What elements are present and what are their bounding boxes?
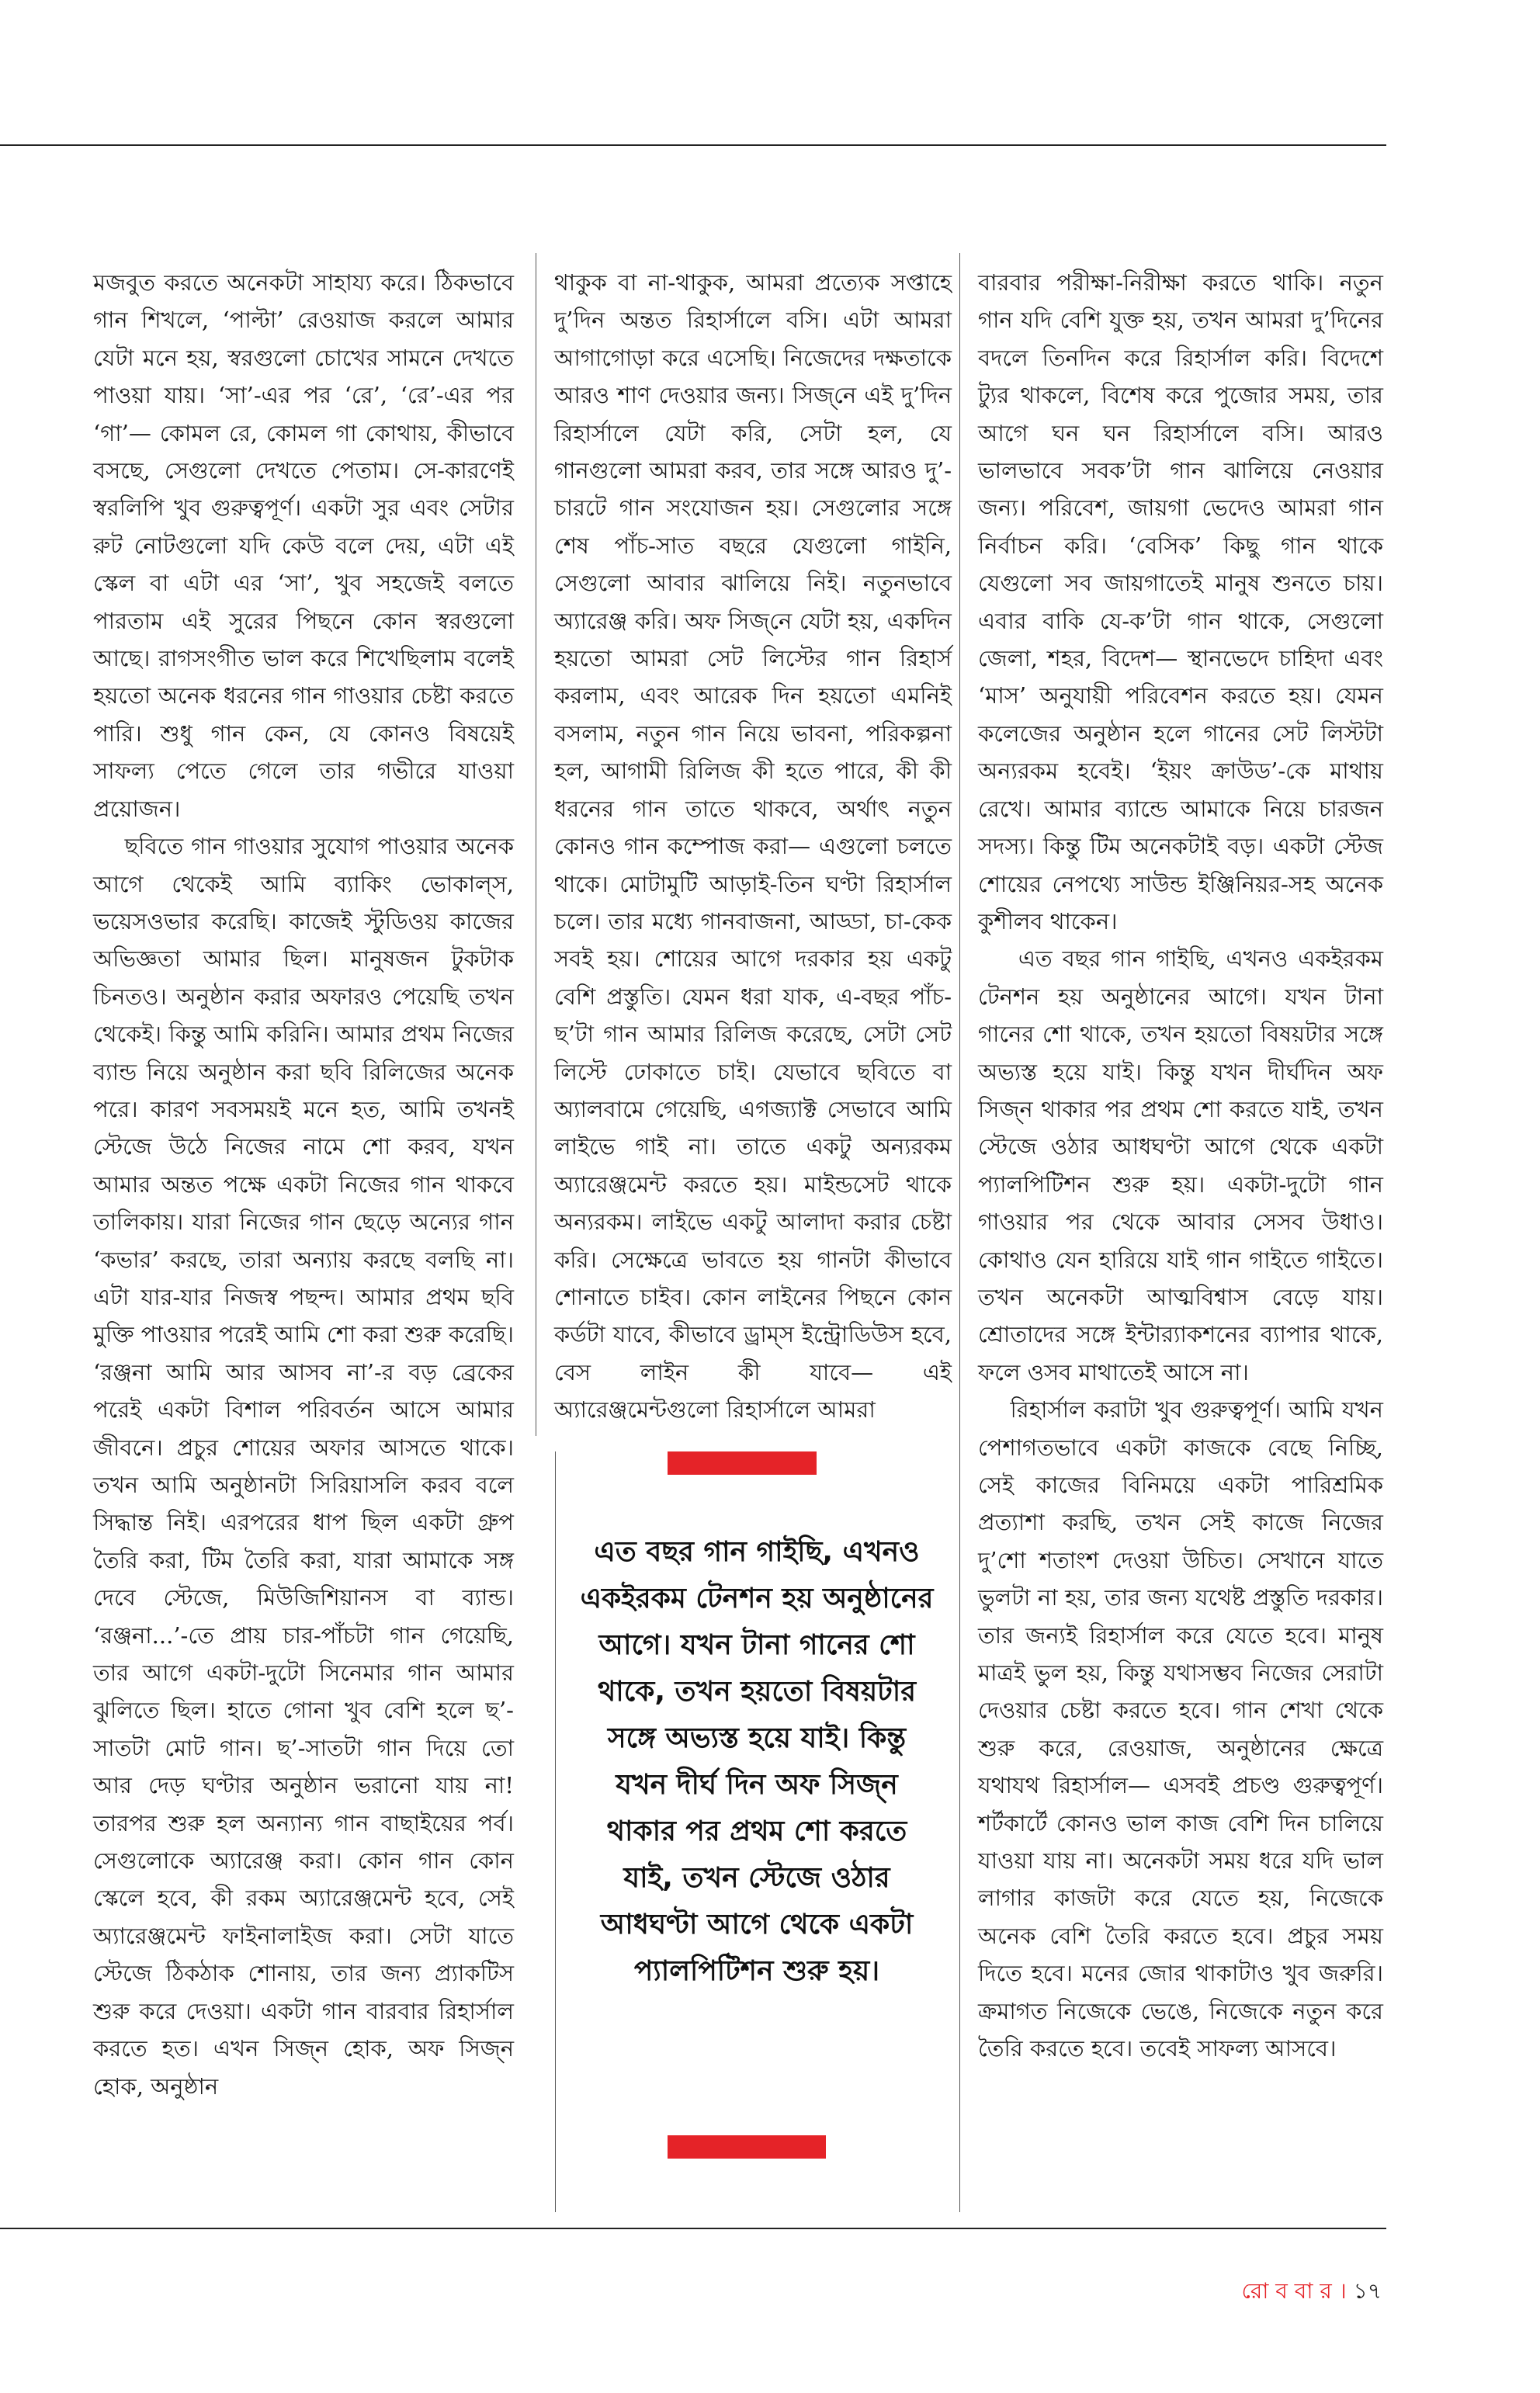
article-column-1: মজবুত করতে অনেকটা সাহায্য করে। ঠিকভাবে গান শিখলে, ‘পাল্টা’ রেওয়াজ করলে আমার যেটা মনে হয়, স্বরগুলো চোখের সামনে দেখতে পাওয়া যায়। ‘সা’-এর পর ‘রে’, ‘রে’-এর পর ‘গা’— কোমল রে, কোমল গা কোথায়, কীভাবে বসছে, সেগুলো দেখতে পেতাম। সে-কারণেই স্বরলিপি খুব গুরুত্বপূর্ণ। একটা সুর এবং সেটার রুট নোটগুলো যদি কেউ বলে দেয়, এটা এই স্কেল বা এটা এর ‘সা’, খুব সহজেই বলতে পারতাম এই সুরের পিছনে কোন স্বরগুলো আছে। রাগসংগীত ভাল করে শিখেছিলাম বলেই হয়তো অনেক ধরনের গান গাওয়ার চেষ্টা করতে পারি। শুধু গান কেন, যে কোনও বিষয়েই সাফল্য পেতে গেলে তার গভীরে যাওয়া প্রয়োজন। ছবিতে গান গাওয়ার সুযোগ পাওয়ার অনেক আগে থেকেই আমি ব্যাকিং ভোকাল্‌স, ভয়েসওভার করেছি। কাজেই স্টুডিওয় কাজের অভিজ্ঞতা আমার ছিল। মানুষজন টুকটাক চিনতও। অনুষ্ঠান করার অফারও পেয়েছি তখন থেকেই। কিন্তু আমি করিনি। আমার প্রথম নিজের ব্যান্ড নিয়ে অনুষ্ঠান করা ছবি রিলিজের অনেক পরে। কারণ সবসময়ই মনে হত, আমি তখনই স্টেজে উঠে নিজের নামে শো করব, যখন আমার অন্তত পক্ষে একটা নিজের গান থাকবে তালিকায়। যারা নিজের গান ছেড়ে অন্যের গান ‘কভার’ করছে, তারা অন্যায় করছে বলছি না। এটা যার-যার নিজস্ব পছন্দ। আমার প্রথম ছবি মুক্তি পাওয়ার পরেই আমি শো করা শুরু করেছি। ‘রঞ্জনা আমি আর আসব না’-র বড় ব্রেকের পরেই একটা বিশাল পরিবর্তন আসে আমার জীবনে। প্রচুর শোয়ের অফার আসতে থাকে। তখন আমি অনুষ্ঠানটা সিরিয়াসলি করব বলে সিদ্ধান্ত নিই। এরপরের ধাপ ছিল একটা গ্রুপ তৈরি করা, টিম তৈরি করা, যারা আমাকে সঙ্গ দেবে স্টেজে, মিউজিশিয়ানস বা ব্যান্ড। ‘রঞ্জনা...’-তে প্রায় চার-পাঁচটা গান গেয়েছি, তার আগে একটা-দুটো সিনেমার গান আমার ঝুলিতে ছিল। হাতে গোনা খুব বেশি হলে ছ’-সাতটা মোট গান। ছ’-সাতটা গান দিয়ে তো আর দেড় ঘণ্টার অনুষ্ঠান ভরানো যায় না! তারপর শুরু হল অন্যান্য গান বাছাইয়ের পর্ব। সেগুলোকে অ্যারেঞ্জ করা। কোন গান কোন স্কেলে হবে, কী রকম অ্যারেঞ্জমেন্ট হবে, সেই অ্যারেঞ্জমেন্ট ফাইনালাইজ করা। সেটা যাতে স্টেজে ঠিকঠাক শোনায়, তার জন্য প্র্যাকটিস শুরু করে দেওয়া। একটা গান বারবার রিহার্সাল করতে হত। এখন সিজ্‌ন হোক, অফ সিজ্‌ন হোক, অনুষ্ঠান	[93, 269, 514, 2100]
pull-quote: এত বছর গান গাইছি, এখনও একইরকম টেনশন হয় অনুষ্ঠানের আগে। যখন টানা গানের শো থাকে, তখন হয়তো বিষয়টার সঙ্গে অভ্যস্ত হয়ে যাই। কিন্তু যখন দীর্ঘ দিন অফ সিজ্‌ন থাকার পর প্রথম শো করতে যাই, তখন স্টেজে ওঠার আধঘণ্টা আগে থেকে একটা প্যালপিটিশন শুরু হয়।	[580, 1536, 943, 1987]
pull-quote-bottom-bar	[668, 2135, 826, 2159]
bottom-rule	[0, 2228, 1386, 2229]
footer-separator: ।	[1338, 2278, 1347, 2304]
publication-name: রো ব বা র	[1241, 2278, 1332, 2304]
article-column-2: থাকুক বা না-থাকুক, আমরা প্রত্যেক সপ্তাহে দু’দিন অন্তত রিহার্সালে বসি। এটা আমরা আগাগোড়া করে এসেছি। নিজেদের দক্ষতাকে আরও শাণ দেওয়ার জন্য। সিজ্‌নে এই দু’দিন রিহার্সালে যেটা করি, সেটা হল, যে গানগুলো আমরা করব, তার সঙ্গে আরও দু’-চারটে গান সংযোজন হয়। সেগুলোর সঙ্গে শেষ পাঁচ-সাত বছরে যেগুলো গাইনি, সেগুলো আবার ঝালিয়ে নিই। নতুনভাবে অ্যারেঞ্জ করি। অফ সিজ্‌নে যেটা হয়, একদিন হয়তো আমরা সেট লিস্টের গান রিহার্স করলাম, এবং আরেক দিন হয়তো এমনিই বসলাম, নতুন গান নিয়ে ভাবনা, পরিকল্পনা হল, আগামী রিলিজ কী হতে পারে, কী কী ধরনের গান তাতে থাকবে, অর্থাৎ নতুন কোনও গান কম্পোজ করা— এগুলো চলতে থাকে। মোটামুটি আড়াই-তিন ঘণ্টা রিহার্সাল চলে। তার মধ্যে গানবাজনা, আড্ডা, চা-কেক সবই হয়। শোয়ের আগে দরকার হয় একটু বেশি প্রস্তুতি। যেমন ধরা যাক, এ-বছর পাঁচ-ছ’টা গান আমার রিলিজ করেছে, সেটা সেট লিস্টে ঢোকাতে চাই। যেভাবে ছবিতে বা অ্যালবামে গেয়েছি, এগজ্যাক্ট সেভাবে আমি লাইভে গাই না। তাতে একটু অন্যরকম অ্যারেঞ্জমেন্ট করতে হয়। মাইন্ডসেট থাকে অন্যরকম। লাইভে একটু আলাদা করার চেষ্টা করি। সেক্ষেত্রে ভাবতে হয় গানটা কীভাবে শোনাতে চাইব। কোন লাইনের পিছনে কোন কর্ডটা যাবে, কীভাবে ড্রাম্‌স ইন্ট্রোডিউস হবে, বেস লাইন কী যাবে— এই অ্যারেঞ্জমেন্টগুলো রিহার্সালে আমরা	[554, 269, 959, 1424]
pull-quote-top-bar	[668, 1451, 817, 1475]
page-number: ১৭	[1353, 2278, 1382, 2304]
top-rule	[0, 144, 1386, 146]
column-divider-2	[959, 253, 960, 2212]
page-footer	[1164, 2274, 1382, 2311]
article-column-3: বারবার পরীক্ষা-নিরীক্ষা করতে থাকি। নতুন গান যদি বেশি যুক্ত হয়, তখন আমরা দু’দিনের বদলে তিনদিন করে রিহার্সাল করি। বিদেশে ট্যুর থাকলে, বিশেষ করে পুজোর সময়, তার আগে ঘন ঘন রিহার্সালে বসি। আরও ভালভাবে সবক’টা গান ঝালিয়ে নেওয়ার জন্য। পরিবেশ, জায়গা ভেদেও আমরা গান নির্বাচন করি। ‘বেসিক’ কিছু গান থাকে যেগুলো সব জায়গাতেই মানুষ শুনতে চায়। এবার বাকি যে-ক’টা গান থাকে, সেগুলো জেলা, শহর, বিদেশ— স্থানভেদে চাহিদা এবং ‘মাস’ অনুযায়ী পরিবেশন করতে হয়। যেমন কলেজের অনুষ্ঠান হলে গানের সেট লিস্টটা অন্যরকম হবেই। ‘ইয়ং ক্রাউড’-কে মাথায় রেখে। আমার ব্যান্ডে আমাকে নিয়ে চারজন সদস্য। কিন্তু টিম অনেকটাই বড়। একটা স্টেজ শোয়ের নেপথ্যে সাউন্ড ইঞ্জিনিয়র-সহ অনেক কুশীলব থাকেন। এত বছর গান গাইছি, এখনও একইরকম টেনশন হয় অনুষ্ঠানের আগে। যখন টানা গানের শো থাকে, তখন হয়তো বিষয়টার সঙ্গে অভ্যস্ত হয়ে যাই। কিন্তু যখন দীর্ঘদিন অফ সিজ্‌ন থাকার পর প্রথম শো করতে যাই, তখন স্টেজে ওঠার আধঘণ্টা আগে থেকে একটা প্যালপিটিশন শুরু হয়। একটা-দুটো গান গাওয়ার পর থেকে আবার সেসব উধাও। কোথাও যেন হারিয়ে যাই গান গাইতে গাইতে। তখন অনেকটা আত্মবিশ্বাস বেড়ে যায়। শ্রোতাদের সঙ্গে ইন্টার‍্যাকশনের ব্যাপার থাকে, ফলে ওসব মাথাতেই আসে না। রিহার্সাল করাটা খুব গুরুত্বপূর্ণ। আমি যখন পেশাগতভাবে একটা কাজকে বেছে নিচ্ছি, সেই কাজের বিনিময়ে একটা পারিশ্রমিক প্রত্যাশা করছি, তখন সেই কাজে নিজের দু’শো শতাংশ দেওয়া উচিত। সেখানে যাতে ভুলটা না হয়, তার জন্য যথেষ্ট প্রস্তুতি দরকার। তার জন্যই রিহার্সাল করে যেতে হবে। মানুষ মাত্রই ভুল হয়, কিন্তু যথাসম্ভব নিজের সেরাটা দেওয়ার চেষ্টা করতে হবে। গান শেখা থেকে শুরু করে, রেওয়াজ, অনুষ্ঠানের ক্ষেত্রে যথাযথ রিহার্সাল— এসবই প্রচণ্ড গুরুত্বপূর্ণ। শর্টকার্টে কোনও ভাল কাজ বেশি দিন চালিয়ে যাওয়া যায় না। অনেকটা সময় ধরে যদি ভাল লাগার কাজটা করে যেতে হয়, নিজেকে অনেক বেশি তৈরি করতে হবে। প্রচুর সময় দিতে হবে। মনের জোর থাকাটাও খুব জরুরি। ক্রমাগত নিজেকে ভেঙে, নিজেকে নতুন করে তৈরি করতে হবে। তবেই সাফল্য আসবে।	[978, 269, 1384, 2062]
